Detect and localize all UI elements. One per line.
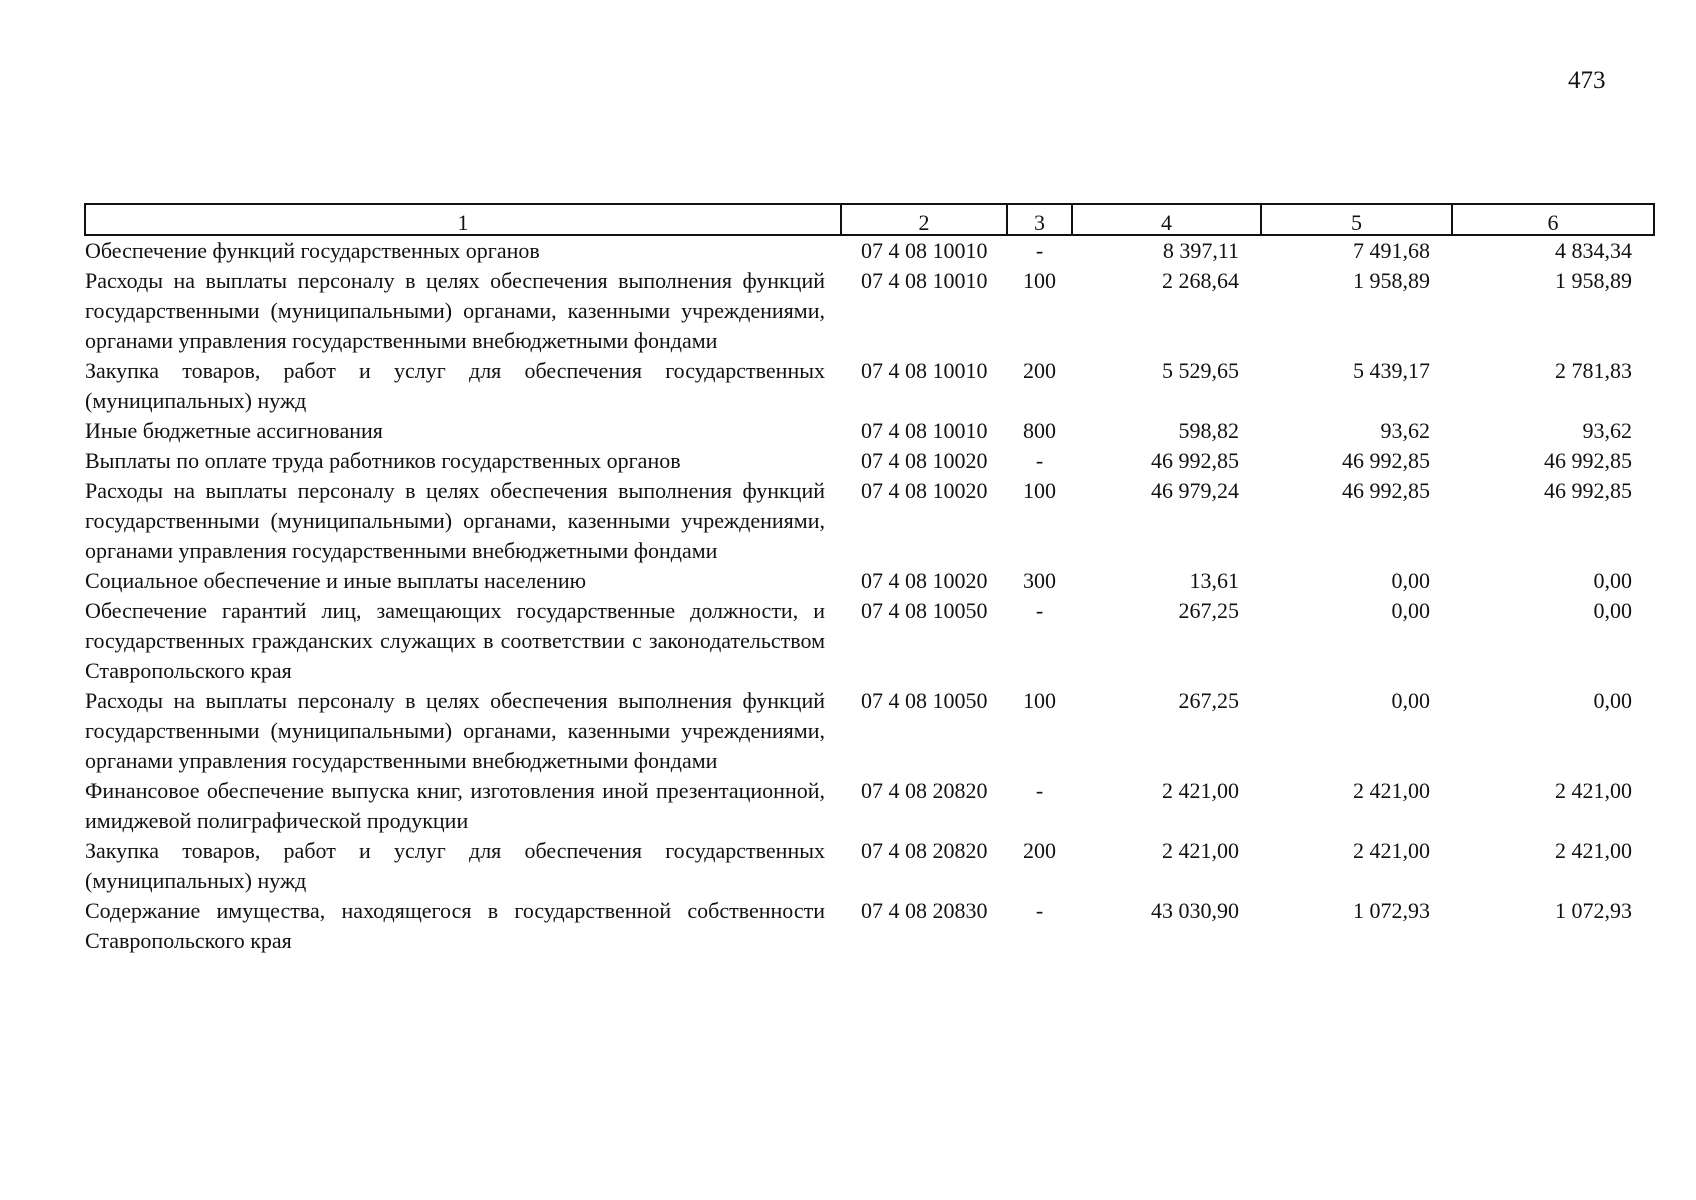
budget-table	[84, 203, 1655, 956]
row-value-col-5: 46 992,85	[1342, 478, 1430, 503]
row-code: 07 4 08 10010	[861, 268, 988, 293]
row-value-col-5: 1 072,93	[1353, 898, 1430, 923]
row-expense-type: 100	[1023, 478, 1056, 503]
row-value-col-4: 2 268,64	[1162, 268, 1239, 293]
table-row	[85, 836, 1654, 896]
row-value-col-6: 46 992,85	[1544, 478, 1632, 503]
header-row	[85, 204, 1654, 235]
table-row	[85, 356, 1654, 416]
row-name: Обеспечение функций государственных органов	[85, 238, 540, 263]
row-value-col-4: 2 421,00	[1162, 778, 1239, 803]
row-name: Финансовое обеспечение выпуска книг, изготовления иной презентационной, имиджевой полиграфической продукции	[85, 778, 825, 833]
row-value-col-6: 93,62	[1582, 418, 1632, 443]
row-code: 07 4 08 10020	[861, 448, 988, 473]
table-row	[85, 776, 1654, 836]
row-name: Закупка товаров, работ и услуг для обеспечения государственных (муниципальных) нужд	[85, 358, 825, 413]
header-col-4: 4	[1072, 204, 1261, 235]
row-value-col-5: 0,00	[1391, 568, 1430, 593]
row-value-col-4: 46 992,85	[1151, 448, 1239, 473]
row-name: Закупка товаров, работ и услуг для обеспечения государственных (муниципальных) нужд	[85, 838, 825, 893]
row-value-col-6: 0,00	[1593, 568, 1632, 593]
row-value-col-4: 43 030,90	[1151, 898, 1239, 923]
header-col-5: 5	[1261, 204, 1452, 235]
header-col-2: 2	[841, 204, 1007, 235]
row-expense-type: 200	[1023, 838, 1056, 863]
table-row	[85, 686, 1654, 776]
header-col-3: 3	[1007, 204, 1072, 235]
row-expense-type: -	[1035, 448, 1044, 473]
table-body	[85, 235, 1654, 956]
table-row	[85, 596, 1654, 686]
row-value-col-6: 4 834,34	[1555, 238, 1632, 263]
row-value-col-6: 0,00	[1593, 688, 1632, 713]
row-value-col-5: 2 421,00	[1353, 838, 1430, 863]
row-name: Выплаты по оплате труда работников государственных органов	[85, 448, 681, 473]
row-code: 07 4 08 10050	[861, 598, 988, 623]
row-value-col-4: 598,82	[1178, 418, 1239, 443]
row-expense-type: 100	[1023, 268, 1056, 293]
row-value-col-6: 2 421,00	[1555, 778, 1632, 803]
row-code: 07 4 08 10020	[861, 568, 988, 593]
row-expense-type: 800	[1023, 418, 1056, 443]
row-value-col-4: 13,61	[1189, 568, 1239, 593]
row-value-col-6: 1 072,93	[1555, 898, 1632, 923]
table-row	[85, 566, 1654, 596]
header-col-6: 6	[1452, 204, 1654, 235]
row-value-col-4: 2 421,00	[1162, 838, 1239, 863]
row-value-col-5: 0,00	[1391, 688, 1430, 713]
table-row	[85, 416, 1654, 446]
row-code: 07 4 08 10010	[861, 238, 988, 263]
row-name: Иные бюджетные ассигнования	[85, 418, 383, 443]
row-value-col-4: 46 979,24	[1151, 478, 1239, 503]
row-value-col-4: 267,25	[1178, 688, 1239, 713]
row-value-col-5: 1 958,89	[1353, 268, 1430, 293]
row-value-col-5: 5 439,17	[1353, 358, 1430, 383]
row-code: 07 4 08 10020	[861, 478, 988, 503]
table-row	[85, 446, 1654, 476]
row-code: 07 4 08 10050	[861, 688, 988, 713]
table-row	[85, 476, 1654, 566]
row-name: Социальное обеспечение и иные выплаты населению	[85, 568, 587, 593]
row-value-col-5: 0,00	[1391, 598, 1430, 623]
row-value-col-6: 0,00	[1593, 598, 1632, 623]
row-value-col-6: 46 992,85	[1544, 448, 1632, 473]
row-code: 07 4 08 10010	[861, 418, 988, 443]
row-value-col-6: 2 421,00	[1555, 838, 1632, 863]
header-col-1: 1	[85, 204, 841, 235]
row-name: Расходы на выплаты персоналу в целях обеспечения выполнения функций государственными (муниципальными) органами, казенными учреждениями, органами управления государственными внебюджетными фондами	[85, 688, 825, 773]
row-expense-type: -	[1035, 778, 1044, 803]
page-number: 473	[1568, 67, 1606, 94]
row-expense-type: -	[1035, 238, 1044, 263]
row-code: 07 4 08 20830	[861, 898, 988, 923]
row-name: Расходы на выплаты персоналу в целях обеспечения выполнения функций государственными (муниципальными) органами, казенными учреждениями, органами управления государственными внебюджетными фондами	[85, 478, 825, 563]
row-name: Содержание имущества, находящегося в государственной собственности Ставропольского края	[85, 898, 825, 953]
table-row	[85, 266, 1654, 356]
table-row	[85, 896, 1654, 956]
row-name: Обеспечение гарантий лиц, замещающих государственные должности, и государственных гражданских служащих в соответствии с законодательством Ставропольского края	[85, 598, 825, 683]
row-value-col-5: 93,62	[1380, 418, 1430, 443]
row-code: 07 4 08 20820	[861, 778, 988, 803]
row-code: 07 4 08 20820	[861, 838, 988, 863]
row-value-col-4: 8 397,11	[1162, 238, 1239, 263]
row-value-col-5: 46 992,85	[1342, 448, 1430, 473]
row-value-col-4: 5 529,65	[1162, 358, 1239, 383]
row-expense-type: 200	[1023, 358, 1056, 383]
row-expense-type: -	[1035, 598, 1044, 623]
table-row	[85, 235, 1654, 266]
row-value-col-6: 2 781,83	[1555, 358, 1632, 383]
row-value-col-4: 267,25	[1178, 598, 1239, 623]
row-value-col-5: 7 491,68	[1353, 238, 1430, 263]
row-code: 07 4 08 10010	[861, 358, 988, 383]
row-name: Расходы на выплаты персоналу в целях обеспечения выполнения функций государственными (муниципальными) органами, казенными учреждениями, органами управления государственными внебюджетными фондами	[85, 268, 825, 353]
row-expense-type: 100	[1023, 688, 1056, 713]
row-value-col-6: 1 958,89	[1555, 268, 1632, 293]
row-expense-type: 300	[1023, 568, 1056, 593]
row-value-col-5: 2 421,00	[1353, 778, 1430, 803]
row-expense-type: -	[1035, 898, 1044, 923]
